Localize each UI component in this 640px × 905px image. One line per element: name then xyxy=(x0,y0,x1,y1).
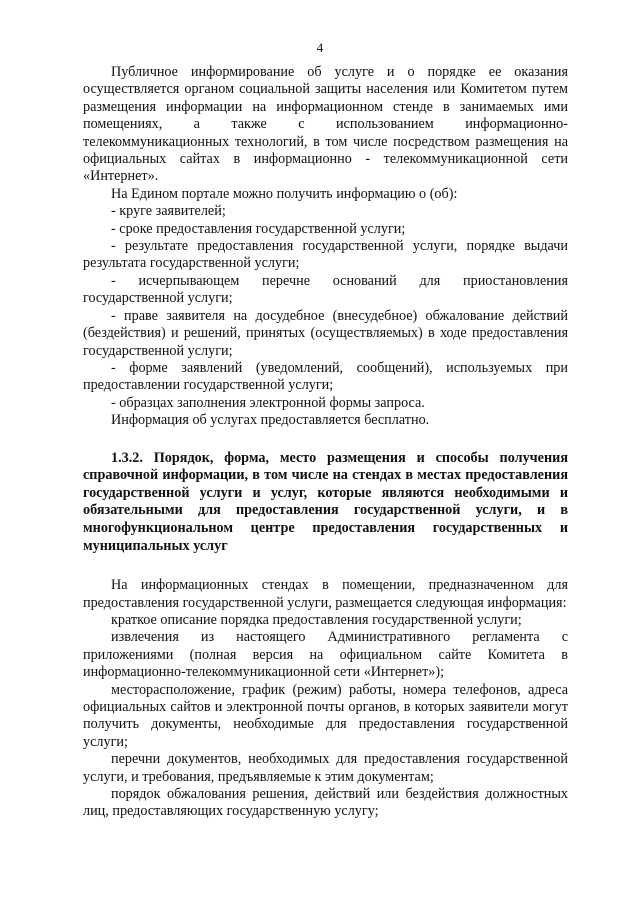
list-item-service-term: - сроке предоставления государственной услуги; xyxy=(111,220,406,237)
paragraph-portal-info-intro: На Едином портале можно получить информацию о (об): xyxy=(111,185,458,202)
paragraph-public-informing: Публичное информирование об услуге и о порядке ее оказания осуществляется органом социальной защиты населения или Комитетом путем размещения информации на информационном стенде в занимаемых ими помещениях, а также с использованием информационно-телекоммуникационных технологий, в том числе посредством размещения на официальных сайтах в информационно - телекоммуникационной сети «Интернет». xyxy=(83,64,568,185)
list-item-suspension-grounds: - исчерпывающем перечне оснований для приостановления государственной услуги; xyxy=(83,272,568,307)
list-item-application-forms: - форме заявлений (уведомлений, сообщений), используемых при предоставлении государственной услуги; xyxy=(83,359,568,394)
paragraph-free-info: Информация об услугах предоставляется бесплатно. xyxy=(111,412,430,429)
list-item-regulation-extracts: извлечения из настоящего Административного регламента с приложениями (полная версия на официальном сайте Комитета в информационно-телекоммуникационной сети «Интернет»); xyxy=(83,629,568,681)
list-item-applicants: - круге заявителей; xyxy=(111,203,226,220)
list-item-location-schedule: месторасположение, график (режим) работы, номера телефонов, адреса официальных сайтов и электронной почты органов, в которых заявители могут получить документы, необходимые для предоставления государственной услуги; xyxy=(83,681,568,750)
list-item-request-samples: - образцах заполнения электронной формы запроса. xyxy=(111,394,425,411)
list-item-service-result: - результате предоставления государственной услуги, порядке выдачи результата государственной услуги; xyxy=(83,238,568,272)
paragraph-stand-info-intro: На информационных стендах в помещении, предназначенном для предоставления государственной услуги, размещается следующая информация: xyxy=(83,577,568,611)
section-heading-1-3-2: 1.3.2. Порядок, форма, место размещения и способы получения справочной информации, в том числе на стендах в местах предоставления государственной услуги и услуг, которые являются необходимыми и обязательными для предоставления государственной услуги, и в многофункциональном центре предоставления государственных и муниципальных услуг xyxy=(83,449,568,554)
document-body xyxy=(83,64,568,821)
page-number: 4 xyxy=(316,40,324,55)
list-item-appeal-procedure: порядок обжалования решения, действий или бездействия должностных лиц, предоставляющих государственную услугу; xyxy=(83,785,568,820)
list-item-required-documents: перечни документов, необходимых для предоставления государственной услуги, и требования, предъявляемые к этим документам; xyxy=(83,751,568,785)
spacer xyxy=(83,555,568,577)
list-item-procedure-summary: краткое описание порядка предоставления государственной услуги; xyxy=(111,611,522,628)
list-item-appeal-right: - праве заявителя на досудебное (внесудебное) обжалование действий (бездействия) и решений, принятых (осуществляемых) в ходе предоставления государственной услуги; xyxy=(83,307,568,359)
